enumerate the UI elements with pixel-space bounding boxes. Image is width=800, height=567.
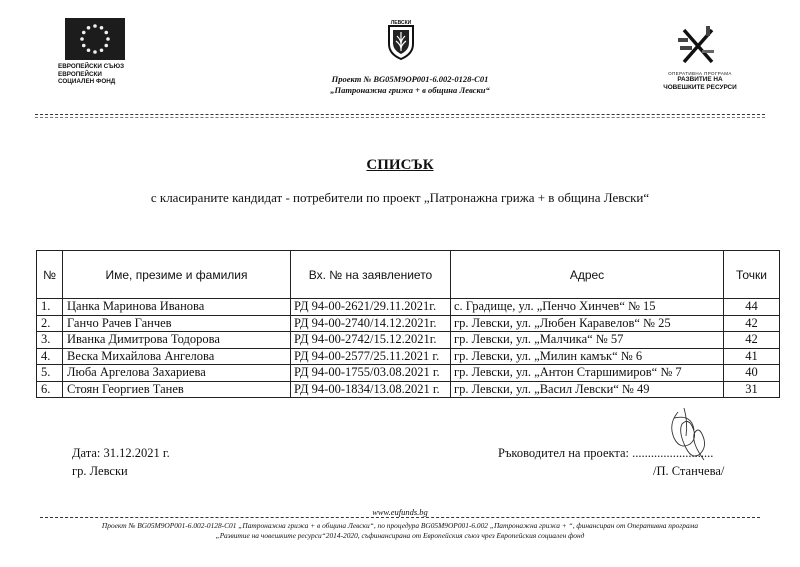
row-application: РД 94-00-2577/25.11.2021 г. <box>291 348 451 365</box>
column-header-number: № <box>37 251 63 299</box>
date-place-block <box>72 444 170 480</box>
table-row <box>37 381 780 398</box>
eu-star-icon <box>82 44 86 48</box>
row-name: Цанка Маринова Иванова <box>63 299 291 316</box>
eu-flag-logo <box>65 18 125 60</box>
eu-star-icon <box>80 37 84 41</box>
table-row <box>37 299 780 316</box>
row-points: 44 <box>724 299 780 316</box>
row-application: РД 94-00-1834/13.08.2021 г. <box>291 381 451 398</box>
manager-block <box>498 444 724 480</box>
eu-star-icon <box>106 37 110 41</box>
row-number: 5. <box>37 365 63 382</box>
table-row <box>37 332 780 349</box>
project-header <box>300 74 520 96</box>
footer-line-1: Проект № BG05M9OP001-6.002-0128-C01 „Патронажна грижа + в община Левски“, по процедура BG05M9OP001-6.002 „Патронажна грижа + “, финансиран от Оперативна програма <box>101 521 699 530</box>
operational-programme-label: ОПЕРАТИВНА ПРОГРАМА РАЗВИТИЕ НА ЧОВЕШКИТЕ РЕСУРСИ <box>663 71 737 91</box>
row-points: 41 <box>724 348 780 365</box>
manager-name: /П. Станчева/ <box>653 464 725 478</box>
candidates-table <box>36 250 780 398</box>
row-application: РД 94-00-2742/15.12.2021г. <box>291 332 451 349</box>
table-row <box>37 365 780 382</box>
eu-star-icon <box>100 48 104 52</box>
row-name: Стоян Георгиев Танев <box>63 381 291 398</box>
eu-star-icon <box>93 50 97 54</box>
eu-star-icon <box>93 24 97 28</box>
row-name: Люба Аргелова Захариева <box>63 365 291 382</box>
row-name: Ганчо Рачев Ганчев <box>63 315 291 332</box>
table-header-row <box>37 251 780 299</box>
eu-star-icon <box>100 26 104 30</box>
row-address: гр. Левски, ул. „Антон Старшимиров“ № 7 <box>451 365 724 382</box>
document-title: СПИСЪК <box>366 157 434 173</box>
column-header-application: Вх. № на заявлението <box>291 251 451 299</box>
footer-text <box>40 521 760 541</box>
row-address: гр. Левски, ул. „Любен Каравелов“ № 25 <box>451 315 724 332</box>
footer-divider <box>40 517 760 518</box>
row-name: Иванка Димитрова Тодорова <box>63 332 291 349</box>
eu-star-icon <box>82 31 86 35</box>
column-header-points: Точки <box>724 251 780 299</box>
project-code: Проект № BG05M9OP001-6.002-0128-C01 <box>331 74 489 84</box>
row-number: 3. <box>37 332 63 349</box>
row-application: РД 94-00-1755/03.08.2021 г. <box>291 365 451 382</box>
footer-line-2: „Развитие на човешките ресурси“2014-2020, съфинансирана от Европейския съюз чрез Европейския социален фонд <box>215 531 585 540</box>
operational-programme-logo <box>676 24 720 68</box>
document-subtitle: с класираните кандидат - потребители по проект „Патронажна грижа + в община Левски“ <box>150 190 650 205</box>
column-header-address: Адрес <box>451 251 724 299</box>
manager-label: Ръководител на проекта: .......................... <box>498 446 714 460</box>
row-points: 31 <box>724 381 780 398</box>
row-application: РД 94-00-2740/14.12.2021г. <box>291 315 451 332</box>
row-application: РД 94-00-2621/29.11.2021г. <box>291 299 451 316</box>
row-number: 2. <box>37 315 63 332</box>
row-points: 40 <box>724 365 780 382</box>
header-divider-secondary <box>35 117 765 118</box>
row-number: 4. <box>37 348 63 365</box>
table-row <box>37 348 780 365</box>
row-address: с. Градище, ул. „Пенчо Хинчев“ № 15 <box>451 299 724 316</box>
levski-coat-of-arms <box>386 18 416 60</box>
column-header-name: Име, презиме и фамилия <box>63 251 291 299</box>
row-number: 6. <box>37 381 63 398</box>
project-name: „Патронажна грижа + в община Левски“ <box>330 85 490 95</box>
row-number: 1. <box>37 299 63 316</box>
header-divider <box>35 114 765 115</box>
eu-star-icon <box>104 31 108 35</box>
row-points: 42 <box>724 332 780 349</box>
eu-star-icon <box>87 48 91 52</box>
eu-star-icon <box>87 26 91 30</box>
row-points: 42 <box>724 315 780 332</box>
document-place: гр. Левски <box>72 464 128 478</box>
eu-fund-label: ЕВРОПЕЙСКИ СЪЮЗ ЕВРОПЕЙСКИ СОЦИАЛЕН ФОНД <box>58 63 125 85</box>
row-address: гр. Левски, ул. „Милин камък“ № 6 <box>451 348 724 365</box>
table-row <box>37 315 780 332</box>
footer-website: www.eufunds.bg <box>372 507 428 517</box>
row-address: гр. Левски, ул. „Малчика“ № 57 <box>451 332 724 349</box>
row-address: гр. Левски, ул. „Васил Левски“ № 49 <box>451 381 724 398</box>
row-name: Веска Михайлова Ангелова <box>63 348 291 365</box>
document-date: Дата: 31.12.2021 г. <box>72 446 170 460</box>
emblem-label: ЛЕВСКИ <box>390 20 412 26</box>
eu-star-icon <box>104 44 108 48</box>
